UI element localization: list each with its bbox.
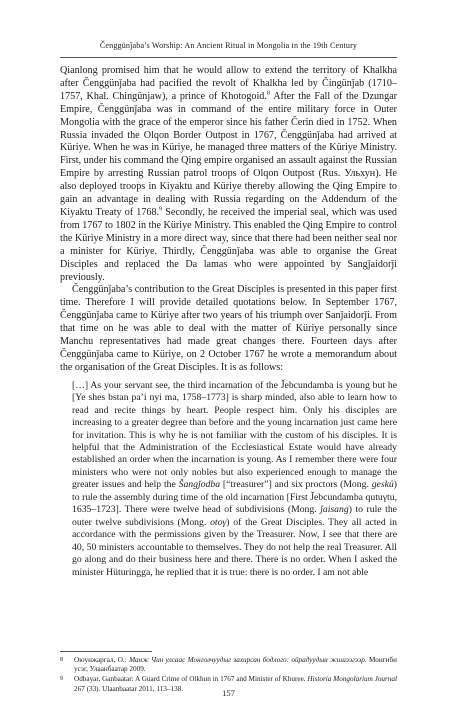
paragraph-text: Qianlong promised him that he would allow to extend the territory of Khalkha after Čenggünǰaba had pacified the revolt of Khalkha led by Čingünǰab (1710–1757, Khal. Chingünjaw), a prince of Khotogoid. <box>60 65 397 102</box>
footnote-title: Historia Mongolarium Journal <box>307 675 397 684</box>
header-rule <box>60 57 397 58</box>
footnote-number: 9 <box>60 676 63 683</box>
footnote-rule <box>60 651 152 652</box>
footnote-title: Манж Чин улсаас Монголчуудыг захирсан бодлого: ойрадуудын жишээгээр. <box>129 656 367 664</box>
main-text <box>60 65 397 579</box>
footnote-publication: 267 (33). Ulaanbaatar 2011, 113–138. <box>74 684 184 693</box>
paragraph-1 <box>60 65 397 284</box>
footnote-text <box>74 656 397 674</box>
footnote-8 <box>60 656 397 674</box>
footnote-author: Оюунжаргал, О.: <box>74 656 130 664</box>
quote-text: […] As your servant see, the third incarnation of the J̌ebcundamba is young but he [Ye shes bstan pa’i nyi ma, 1758–1773] is sharp minded, also able to learn how to read and recite things by heart. People respect him. Only his disciples are increasing to a greater degree than before and the young incarnation just came here for invitation. This is why he is not familiar with the custom of his disciples. It is helpful that the Administration of the Ecclesiastical Estate would have already established an order when the incarnation is young. As I remember there were four ministers who were not only nobles but also experienced enough to manage the greater issues and help the <box>72 379 397 491</box>
term-jaisang: ǰaisang <box>320 504 349 516</box>
quote-text: ) to rule the outer twelve subdivisions (Mong. <box>72 504 397 528</box>
term-shangjodba: Šangǰodba <box>178 479 221 491</box>
footnote-author: Odbayar, Ganbaatar: A Guard Crime of Olkhun in 1767 and Minister of Khuree. <box>74 675 308 684</box>
quote-text: [“treasurer”] and six proctors (Mong. <box>220 479 372 491</box>
footnote-ref-8[interactable]: 8 <box>266 89 271 97</box>
term-geskui: geskü <box>371 479 394 491</box>
page-number: 157 <box>222 688 235 698</box>
paragraph-text: Secondly, he received the imperial seal, which was used from 1767 to 1802 in the Küriye Ministry. This enabled the Qing Empire to control the Küriye Ministry in a more direct way, since that there had been neither seal nor a minister for Küriye. Thirdly, Čenggünǰaba was able to organise the Great Disciples and replaced the Da lamas who were appointed by Sangǰaidorǰi previously. <box>60 206 397 283</box>
footnote-publication: Монгиби усэг, Улаанбаатар 2009. <box>74 656 397 674</box>
quote-text: ) of the Great Disciples. They all acted in accordance with the permissions given by the Treasurer. Now, I see that there are 40, 50 ministers accountable to themselves. They do not help the real Treasurer. All go along and do their business here and there. There is no order. When I asked the minister Hüturingga, he replied that it is true: there is no order. I am not able <box>72 516 397 578</box>
footnote-number: 8 <box>60 657 63 663</box>
term-otog: otoγ <box>210 516 227 528</box>
running-header: Čenggünǰaba’s Worship: An Ancient Ritual in Mongolia in the 19th Century <box>99 41 358 50</box>
block-quote <box>60 380 397 579</box>
quote-text: ) to rule the assembly during time of the old incarnation [First J̌ebcundamba qutuγtu, 1635–1723]. There were twelve head of subdivisions (Mong. <box>72 479 397 516</box>
paragraph-2: Čenggünǰaba’s contribution to the Great Disciples is presented in this paper first time. Therefore I will provide detailed quotations below. In September 1767, Čenggünǰaba came to Küriye after two years of his triumph over Sanǰaidorǰi. From that time on he was able to deal with the matter of Küriye personally since Manchu representatives had made great changes there. Fourteen days after Čenggünǰaba came to Küriye, on 2 October 1767 he wrote a memorandum about the organisation of the Great Disciples. It is as follows: <box>60 284 397 373</box>
paragraph-text: After the Fall of the Dzungar Empire, Čenggünǰaba was in command of the entire military force in Outer Mongolia with the grace of the emperor since his father Čerin died in 1752. When Russia invaded the Olqon Border Outpost in 1767, Čenggünǰaba had arrived at Küriye. When he was in Küriye, he managed three matters of the Küriye Ministry. First, under his command the Qing empire organised an assault against the Russian Empire by arresting Russian patrol troops of Olqon Outpost (Rus. Ульхун). He also deployed troops in Kiyaktu and Küriye thereby allowing the Qing Empire to gain an advantage in dealing with Russia regarding on the Addendum of the Kiyaktu Treaty of 1768. <box>60 90 398 218</box>
footnote-ref-9[interactable]: 9 <box>159 205 163 213</box>
